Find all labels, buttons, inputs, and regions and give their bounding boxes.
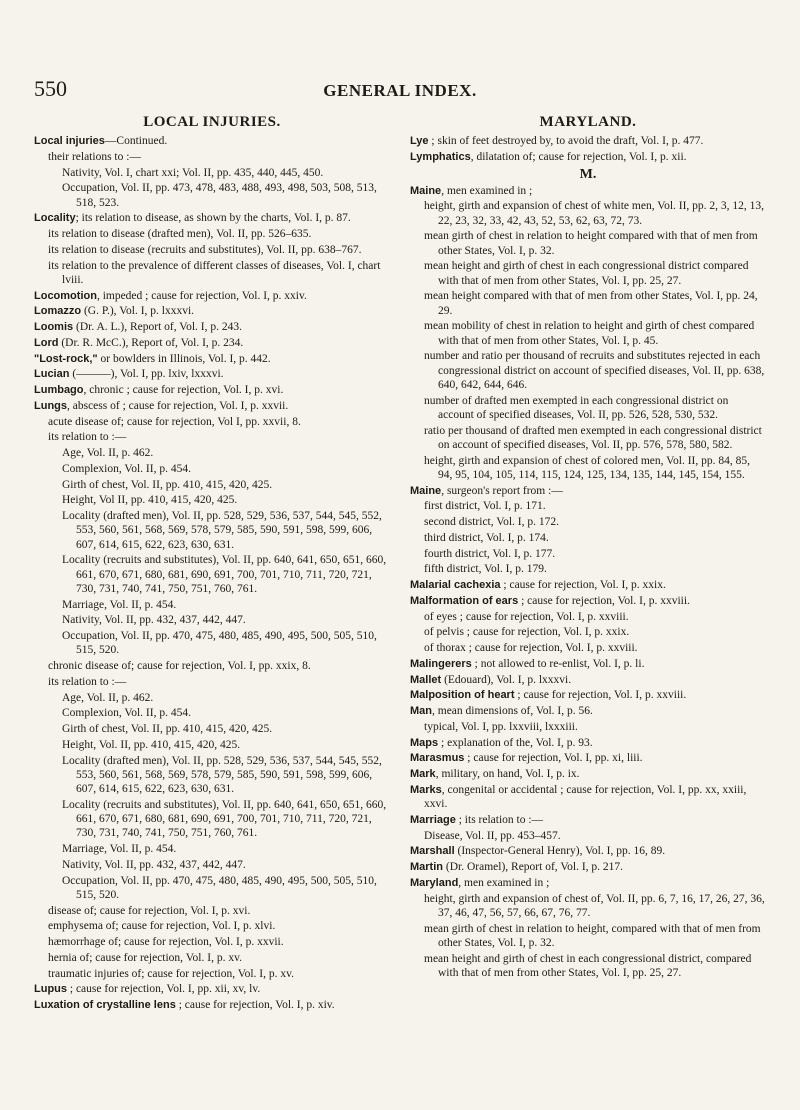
headword: Lye xyxy=(410,135,429,147)
headword: Lymphatics xyxy=(410,150,471,163)
sub-entry: Occupation, Vol. II, pp. 470, 475, 480, 485, 490, 495, 500, 505, 510, 515, 520. xyxy=(62,630,377,657)
sub-entry: Nativity, Vol. I, chart xxi; Vol. II, pp. 435, 440, 445, 450. xyxy=(62,166,324,179)
sub-entry: third district, Vol. I, p. 174. xyxy=(424,531,549,544)
section-title-local-injuries: LOCAL INJURIES. xyxy=(143,114,281,130)
entry-text: ; not allowed to re-enlist, Vol. I, p. li. xyxy=(471,657,645,670)
entry-text: ; cause for rejection, Vol. I, p. xxviii. xyxy=(514,689,687,702)
sub-entry: traumatic injuries of; cause for rejection, Vol. I, p. xv. xyxy=(48,967,295,980)
index-entry xyxy=(34,320,390,334)
index-entry xyxy=(34,383,390,397)
headword: Maine xyxy=(410,184,442,197)
index-entry xyxy=(410,578,766,592)
sub-entry: Marriage, Vol. II, p. 454. xyxy=(62,843,177,855)
sub-entry: Height, Vol. II, pp. 410, 415, 420, 425. xyxy=(62,738,241,751)
headword: Marasmus xyxy=(410,752,465,765)
entry-text: , abscess of ; cause for rejection, Vol. I, p. xxvii. xyxy=(67,399,289,412)
entry-text: ; cause for rejection, Vol. I, pp. xi, liii. xyxy=(464,752,643,765)
entry-text: (Dr. Oramel), Report of, Vol. I, p. 217. xyxy=(443,861,624,873)
entry-text: , dilatation of; cause for rejection, Vol. I, p. xii. xyxy=(470,150,687,163)
headword: Marks xyxy=(410,783,442,796)
headword: Luxation of crystalline lens xyxy=(34,999,176,1011)
sub-entry: second district, Vol. I, p. 172. xyxy=(424,516,560,528)
entry-text: , impeded ; cause for rejection, Vol. I, p. xxiv. xyxy=(96,289,307,302)
index-entry xyxy=(410,594,766,608)
index-entry xyxy=(410,751,766,765)
headword: Mallet xyxy=(410,673,442,686)
entry-text: (Dr. A. L.), Report of, Vol. I, p. 243. xyxy=(73,321,242,333)
headword: Mark xyxy=(410,768,436,780)
sub-entry: its relation to the prevalence of different classes of diseases, Vol. I, chart lviii. xyxy=(48,259,381,286)
headword: Maps xyxy=(410,736,439,749)
sub-entry: Locality (drafted men), Vol. II, pp. 528, 529, 536, 537, 544, 545, 552, 553, 560, 561, 568, 569, 578, 579, 585, 590, 591, 598, 599, 606, 607, 614, 615, 622, 623, 630, 631. xyxy=(62,510,382,551)
sub-entry: Occupation, Vol. II, pp. 470, 475, 480, 485, 490, 495, 500, 505, 510, 515, 520. xyxy=(62,874,377,901)
sub-entry: Nativity, Vol. II, pp. 432, 437, 442, 447. xyxy=(62,614,246,627)
index-entry xyxy=(410,813,766,827)
sub-entry: height, girth and expansion of chest of colored men, Vol. II, pp. 84, 85, 94, 95, 104, 105, 114, 115, 124, 125, 134, 135, 144, 145, 154, 155. xyxy=(424,454,750,481)
index-entry xyxy=(410,184,766,198)
sub-entry: mean mobility of chest in relation to height and girth of chest compared with that of men from other States, Vol. I, p. 45. xyxy=(424,320,755,347)
headword: "Lost-rock," xyxy=(34,352,98,365)
sub-entry: its relation to :— xyxy=(48,431,127,444)
index-entry xyxy=(34,134,390,148)
sub-entry: Locality (drafted men), Vol. II, pp. 528, 529, 536, 537, 544, 545, 552, 553, 560, 561, 568, 569, 578, 579, 585, 590, 591, 598, 599, 606, 607, 614, 615, 622, 623, 630, 631. xyxy=(62,754,382,795)
headword: Maine xyxy=(410,484,442,497)
index-entry xyxy=(34,998,390,1012)
headword: Malingerers xyxy=(410,657,472,670)
sub-entry: ratio per thousand of drafted men exempted in each congressional district on account of specified diseases, Vol. II, pp. 576, 578, 580, 582. xyxy=(424,424,762,451)
sub-entry: Locality (recruits and substitutes), Vol. II, pp. 640, 641, 650, 651, 660, 661, 670, 671, 680, 681, 690, 691, 700, 701, 710, 711, 720, 721, 730, 731, 740, 741, 750, 751, 760, 761. xyxy=(62,798,387,840)
sub-entry: fifth district, Vol. I, p. 179. xyxy=(424,563,547,576)
sub-entry: its relation to disease (drafted men), Vol. II, pp. 526–635. xyxy=(48,228,312,240)
index-entry xyxy=(410,736,766,750)
index-entry xyxy=(410,688,766,702)
entry-text: , chronic ; cause for rejection, Vol. I, p. xvi. xyxy=(83,384,284,396)
entry-text: ; cause for rejection, Vol. I, pp. xii, xv, lv. xyxy=(67,983,261,996)
index-entry xyxy=(34,399,390,413)
headword: Locomotion xyxy=(34,289,97,302)
section-title-maryland: MARYLAND. xyxy=(539,114,637,130)
sub-entry: fourth district, Vol. I, p. 177. xyxy=(424,547,556,560)
sub-entry: mean girth of chest in relation to height, compared with that of men from other States, Vol. I, p. 32. xyxy=(424,922,761,949)
sub-entry: mean girth of chest in relation to height compared with that of men from other States, Vol. I, p. 32. xyxy=(424,230,758,257)
sub-entry: hæmorrhage of; cause for rejection, Vol. I, p. xxvii. xyxy=(48,936,284,948)
sub-entry: height, girth and expansion of chest of, Vol. II, pp. 6, 7, 16, 17, 26, 27, 36, 37, 46, 47, 56, 57, 66, 67, 76, 77. xyxy=(424,892,765,919)
headword: Marriage xyxy=(410,813,456,826)
right-column xyxy=(410,112,766,982)
headword: Man xyxy=(410,705,432,717)
entry-text: ; cause for rejection, Vol. I, p. xxix. xyxy=(500,579,666,591)
index-entry xyxy=(34,352,390,366)
entry-text: , surgeon's report from :— xyxy=(441,484,563,497)
entry-text: ; explanation of the, Vol. I, p. 93. xyxy=(438,736,593,749)
entry-text: (Dr. R. McC.), Report of, Vol. I, p. 234. xyxy=(58,336,244,349)
sub-entry: mean height and girth of chest in each congressional district, compared with that of men from other States, Vol. I, pp. 25, 27. xyxy=(424,952,752,979)
index-entry xyxy=(34,304,390,318)
headword: Malposition of heart xyxy=(410,689,515,702)
index-entry xyxy=(34,211,390,225)
entry-text: , military, on hand, Vol. I, p. ix. xyxy=(435,768,580,780)
sub-entry: Age, Vol. II, p. 462. xyxy=(62,447,154,459)
sub-entry: its relation to :— xyxy=(48,675,127,688)
entry-text: , men examined in ; xyxy=(458,876,550,889)
index-entry xyxy=(410,844,766,858)
index-entry xyxy=(410,673,766,687)
page-header xyxy=(34,76,766,102)
sub-entry: Height, Vol II, pp. 410, 415, 420, 425. xyxy=(62,494,238,507)
headword: Martin xyxy=(410,861,443,873)
index-entry xyxy=(410,150,766,164)
sub-entry: Complexion, Vol. II, p. 454. xyxy=(62,707,191,720)
headword: Lomazzo xyxy=(34,305,82,318)
index-entry xyxy=(410,860,766,874)
entry-text: ; its relation to :— xyxy=(455,813,544,826)
headword: Malarial cachexia xyxy=(410,579,501,591)
sub-entry: height, girth and expansion of chest of white men, Vol. II, pp. 2, 3, 12, 13, 22, 23, 32, 33, 42, 43, 52, 53, 62, 63, 72, 73. xyxy=(424,200,765,227)
index-entry xyxy=(410,657,766,671)
index-entry xyxy=(34,289,390,303)
headword: Lumbago xyxy=(34,384,84,396)
running-head: GENERAL INDEX. xyxy=(323,81,477,100)
sub-entry: of pelvis ; cause for rejection, Vol. I, p. xxix. xyxy=(424,626,630,639)
entry-text: (G. P.), Vol. I, p. lxxxvi. xyxy=(81,305,195,318)
entry-text: , congenital or accidental ; cause for rejection, Vol. I, pp. xx, xxiii, xxvi. xyxy=(424,783,747,810)
headword: Locality xyxy=(34,212,76,225)
sub-entry: Marriage, Vol. II, p. 454. xyxy=(62,598,177,611)
sub-entry: of thorax ; cause for rejection, Vol. I, p. xxviii. xyxy=(424,642,638,654)
headword: Lucian xyxy=(34,368,70,381)
entry-text: (Edouard), Vol. I, p. lxxxvi. xyxy=(441,673,572,686)
sub-entry: Nativity, Vol. II, pp. 432, 437, 442, 447. xyxy=(62,858,246,871)
sub-entry: Locality (recruits and substitutes), Vol. II, pp. 640, 641, 650, 651, 660, 661, 670, 671, 680, 681, 690, 691, 700, 701, 710, 711, 720, 721, 730, 731, 740, 741, 750, 751, 760, 761. xyxy=(62,554,387,595)
entry-text: ; its relation to disease, as shown by the charts, Vol. I, p. 87. xyxy=(75,212,351,225)
index-entry xyxy=(410,704,766,718)
headword: Malformation of ears xyxy=(410,594,519,607)
sub-entry: acute disease of; cause for rejection, Vol I, pp. xxvii, 8. xyxy=(48,415,301,428)
sub-entry: mean height and girth of chest in each congressional district compared with that of men from other States, Vol. I, pp. 25, 27. xyxy=(424,260,749,287)
entry-text: (———), Vol. I, pp. lxiv, lxxxvi. xyxy=(69,368,224,381)
entry-text: , men examined in ; xyxy=(441,184,533,197)
index-entry xyxy=(34,367,390,381)
sub-entry: typical, Vol. I, pp. lxxviii, lxxxiii. xyxy=(424,720,578,733)
sub-entry: Occupation, Vol. II, pp. 473, 478, 483, 488, 493, 498, 503, 508, 513, 518, 523. xyxy=(62,182,377,209)
entry-text: or bowlders in Illinois, Vol. I, p. 442. xyxy=(97,352,271,365)
sub-entry: disease of; cause for rejection, Vol. I, p. xvi. xyxy=(48,904,251,917)
sub-entry: first district, Vol. I, p. 171. xyxy=(424,500,546,513)
entry-text: —Continued. xyxy=(104,135,168,147)
index-entry xyxy=(410,783,766,812)
sub-entry: its relation to disease (recruits and substitutes), Vol. II, pp. 638–767. xyxy=(48,243,362,256)
sub-entry: chronic disease of; cause for rejection, Vol. I, pp. xxix, 8. xyxy=(48,660,311,672)
sub-entry: their relations to :— xyxy=(48,150,141,163)
left-column xyxy=(34,112,390,1014)
sub-entry: mean height compared with that of men from other States, Vol. I, pp. 24, 29. xyxy=(424,290,758,317)
headword: Local injuries xyxy=(34,135,105,147)
headword: Lungs xyxy=(34,399,67,412)
sub-entry: emphysema of; cause for rejection, Vol. I, p. xlvi. xyxy=(48,920,276,933)
sub-entry: Disease, Vol. II, pp. 453–457. xyxy=(424,829,561,842)
entry-text: ; cause for rejection, Vol. I, p. xiv. xyxy=(175,999,335,1011)
sub-entry: of eyes ; cause for rejection, Vol. I, p. xxviii. xyxy=(424,610,629,623)
letter-heading-m: M. xyxy=(579,166,597,182)
headword: Loomis xyxy=(34,321,74,333)
index-entry xyxy=(410,134,766,148)
headword: Marshall xyxy=(410,845,455,858)
index-entry xyxy=(410,876,766,890)
page-number: 550 xyxy=(34,76,67,101)
sub-entry: number and ratio per thousand of recruits and substitutes rejected in each congressional district on account of specified diseases, Vol. II, pp. 638, 640, 642, 644, 646. xyxy=(424,350,765,391)
sub-entry: number of drafted men exempted in each congressional district on account of specified diseases, Vol. II, pp. 526, 528, 530, 532. xyxy=(424,394,729,421)
sub-entry: hernia of; cause for rejection, Vol. I, p. xv. xyxy=(48,951,242,964)
entry-text: , mean dimensions of, Vol. I, p. 56. xyxy=(432,705,593,717)
index-entry xyxy=(34,336,390,350)
entry-text: ; cause for rejection, Vol. I, p. xxviii. xyxy=(518,594,690,607)
headword: Maryland xyxy=(410,876,459,889)
sub-entry: Girth of chest, Vol. II, pp. 410, 415, 420, 425. xyxy=(62,478,273,491)
headword: Lord xyxy=(34,336,59,349)
sub-entry: Age, Vol. II, p. 462. xyxy=(62,691,154,704)
index-entry xyxy=(34,982,390,996)
index-entry xyxy=(410,767,766,781)
entry-text: (Inspector-General Henry), Vol. I, pp. 16, 89. xyxy=(454,845,666,858)
entry-text: ; skin of feet destroyed by, to avoid the draft, Vol. I, p. 477. xyxy=(428,135,704,147)
index-entry xyxy=(410,484,766,498)
headword: Lupus xyxy=(34,983,67,996)
sub-entry: Complexion, Vol. II, p. 454. xyxy=(62,462,191,475)
sub-entry: Girth of chest, Vol. II, pp. 410, 415, 420, 425. xyxy=(62,723,273,735)
